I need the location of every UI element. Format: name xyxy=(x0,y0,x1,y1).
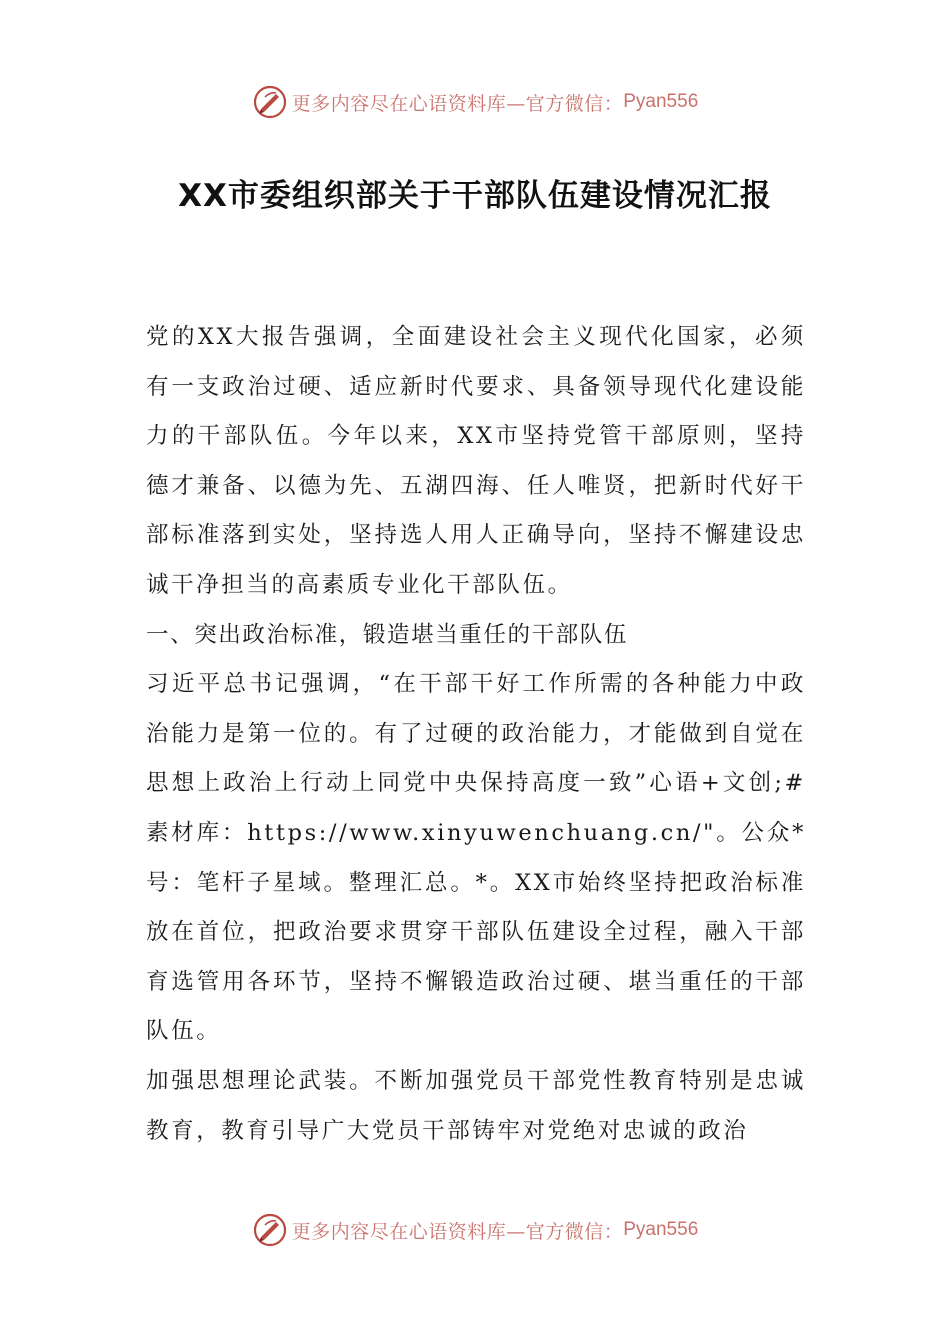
document-body xyxy=(146,313,806,1156)
watermark-wechat-id: Pyan556 xyxy=(623,91,699,112)
header-watermark-banner xyxy=(0,82,950,122)
document-title: XX市委组织部关于干部队伍建设情况汇报 xyxy=(178,178,772,214)
paragraph-intro: 党的XX大报告强调，全面建设社会主义现代化国家，必须有一支政治过硬、适应新时代要求、具备领导现代化建设能力的干部队伍。今年以来，XX市坚持党管干部原则，坚持德才兼备、以德为先、五湖四海、任人唯贤，把新时代好干部标准落到实处，坚持选人用人正确导向，坚持不懈建设忠诚干净担当的高素质专业化干部队伍。 xyxy=(146,324,806,598)
pen-logo-icon xyxy=(252,1212,288,1248)
watermark-wechat-id: Pyan556 xyxy=(623,1219,699,1240)
paragraph-theory-armament: 加强思想理论武装。不断加强党员干部党性教育特别是忠诚教育，教育引导广大党员干部铸牢对党绝对忠诚的政治 xyxy=(146,1067,806,1144)
watermark-text: 更多内容尽在心语资料库—官方微信： xyxy=(291,92,624,115)
pen-logo-icon xyxy=(252,84,288,120)
footer-watermark-banner xyxy=(0,1210,950,1250)
paragraph-political-standard: 习近平总书记强调，“在干部干好工作所需的各种能力中政治能力是第一位的。有了过硬的政治能力，才能做到自觉在思想上政治上行动上同党中央保持高度一致”心语+文创;#素材库：https://www.xinyuwenchuang.cn/"。公众*号：笔杆子星域。整理汇总。*。XX市始终坚持把政治标准放在首位，把政治要求贯穿干部队伍建设全过程，融入干部育选管用各环节，坚持不懈锻造政治过硬、堪当重任的干部队伍。 xyxy=(146,671,806,1045)
section-heading-1: 一、突出政治标准，锻造堪当重任的干部队伍 xyxy=(146,621,629,648)
watermark-text: 更多内容尽在心语资料库—官方微信： xyxy=(291,1220,624,1243)
